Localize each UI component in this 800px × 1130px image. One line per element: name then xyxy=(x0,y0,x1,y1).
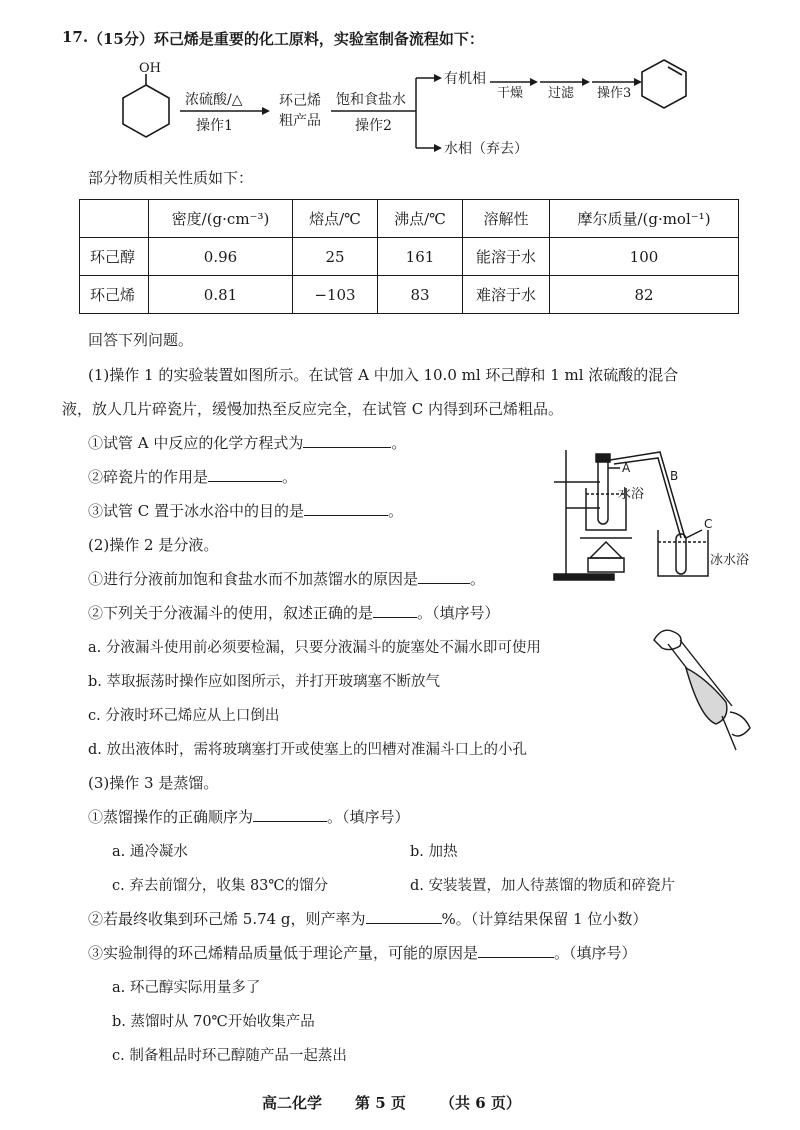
label-a: A xyxy=(622,461,631,475)
part1-text-line2: 液，放人几片碎瓷片，缓慢加热至反应完全，在试管 C 内得到环己烯粗品。 xyxy=(62,400,564,418)
option-item: d. 安装装置，加人待蒸馏的物质和碎瓷片 xyxy=(410,878,675,894)
answer-blank[interactable] xyxy=(418,582,470,584)
part1-q2 xyxy=(88,466,297,487)
arrow-head-icon xyxy=(582,78,590,86)
part3-q2 xyxy=(88,908,647,929)
table-header-cell xyxy=(80,200,149,238)
part3-title: (3)操作 3 是蒸馏。 xyxy=(88,774,219,792)
crude-label-line1: 环己烯 xyxy=(279,93,321,109)
ice-bath-label: 冰水浴 xyxy=(710,553,750,568)
table-header-cell: 沸点/℃ xyxy=(378,200,463,238)
step1-label: 操作1 xyxy=(196,118,233,134)
step2-label: 操作2 xyxy=(355,118,392,134)
answer-blank[interactable] xyxy=(304,514,388,516)
footer-page: 第 5 页 xyxy=(355,1094,406,1112)
table-cell: −103 xyxy=(293,276,378,314)
preparation-flow-diagram xyxy=(0,0,800,170)
part2-title: (2)操作 2 是分液。 xyxy=(88,536,219,554)
arrow-head-icon xyxy=(434,144,442,152)
answer-blank[interactable] xyxy=(373,616,417,618)
table-cell: 环己醇 xyxy=(80,238,149,276)
part1-q1-text: ①试管 A 中反应的化学方程式为 xyxy=(88,434,304,452)
hydroxyl-label: OH xyxy=(139,61,161,76)
step2-reagent: 饱和食盐水 xyxy=(336,92,406,108)
arrow-head-icon xyxy=(262,107,270,115)
answer-blank[interactable] xyxy=(208,480,282,482)
question-number: 17. xyxy=(62,28,89,46)
part3-q2-text: ②若最终收集到环己烯 5.74 g，则产率为 xyxy=(88,910,366,928)
aqueous-phase-label: 水相（弃去） xyxy=(444,141,528,157)
answer-blank[interactable] xyxy=(303,446,391,448)
part1-q1 xyxy=(88,432,406,453)
label-b: B xyxy=(670,469,679,483)
option-item: c. 弃去前馏分，收集 83℃的馏分 xyxy=(112,878,329,894)
part3-q3-text: ③实验制得的环己烯精品质量低于理论产量，可能的原因是 xyxy=(88,944,479,962)
part2-q1-text: ①进行分液前加饱和食盐水而不加蒸馏水的原因是 xyxy=(88,570,419,588)
table-header-cell: 熔点/℃ xyxy=(293,200,378,238)
option-item: a. 分液漏斗使用前必须要检漏，只要分液漏斗的旋塞处不漏水即可使用 xyxy=(88,640,541,656)
option-item: c. 制备粗品时环己醇随产品一起蒸出 xyxy=(112,1048,347,1064)
part3-q1-text: ①蒸馏操作的正确顺序为 xyxy=(88,808,254,826)
table-cell: 环己烯 xyxy=(80,276,149,314)
answer-blank[interactable] xyxy=(478,956,554,958)
table-cell: 25 xyxy=(293,238,378,276)
table-cell: 100 xyxy=(550,238,739,276)
footer-total: （共 6 页） xyxy=(440,1094,521,1112)
option-item: b. 蒸馏时从 70℃开始收集产品 xyxy=(112,1014,315,1030)
water-bath-label: 水浴 xyxy=(618,487,645,502)
question-intro: （15分）环己烯是重要的化工原料，实验室制备流程如下： xyxy=(88,30,484,48)
dry-step-label: 干燥 xyxy=(497,86,524,101)
period: 。 xyxy=(470,570,486,588)
filter-step-label: 过滤 xyxy=(548,86,575,101)
footer-subject: 高二化学 xyxy=(262,1094,323,1112)
step1-condition: 浓硫酸/△ xyxy=(185,92,243,108)
part3-q2-tail: %。（计算结果保留 1 位小数） xyxy=(441,910,648,928)
arrow-head-icon xyxy=(634,78,642,86)
part1-q2-text: ②碎瓷片的作用是 xyxy=(88,468,209,486)
option-item: a. 环己醇实际用量多了 xyxy=(112,980,261,996)
option-item: b. 萃取振荡时操作应如图所示，并打开玻璃塞不断放气 xyxy=(88,674,440,690)
part2-q1 xyxy=(88,568,485,589)
part2-q2-text: ②下列关于分液漏斗的使用，叙述正确的是 xyxy=(88,604,374,622)
properties-intro: 部分物质相关性质如下： xyxy=(88,169,254,187)
step3-label: 操作3 xyxy=(597,86,632,101)
table-row xyxy=(80,238,739,276)
table-row xyxy=(80,276,739,314)
table-cell: 难溶于水 xyxy=(463,276,550,314)
part2-q2-tail: 。（填序号） xyxy=(417,604,500,622)
table-header-cell: 摩尔质量/(g·mol⁻¹) xyxy=(550,200,739,238)
period: 。 xyxy=(391,434,407,452)
part3-q1 xyxy=(88,806,410,827)
distillation-apparatus-diagram xyxy=(540,438,790,588)
part2-q2 xyxy=(88,602,500,623)
part1-q3-text: ③试管 C 置于冰水浴中的目的是 xyxy=(88,502,305,520)
option-item: a. 通冷凝水 xyxy=(112,844,188,860)
table-cell: 0.81 xyxy=(149,276,293,314)
table-cell: 82 xyxy=(550,276,739,314)
properties-table xyxy=(79,199,739,314)
option-item: c. 分液时环己烯应从上口倒出 xyxy=(88,708,280,724)
answer-blank[interactable] xyxy=(366,922,442,924)
table-cell: 0.96 xyxy=(149,238,293,276)
table-cell: 能溶于水 xyxy=(463,238,550,276)
part1-q3 xyxy=(88,500,403,521)
organic-phase-label: 有机相 xyxy=(444,71,486,87)
label-c: C xyxy=(704,517,713,531)
table-header-row xyxy=(80,200,739,238)
table-cell: 83 xyxy=(378,276,463,314)
table-header-cell: 溶解性 xyxy=(463,200,550,238)
part1-text-line1: (1)操作 1 的实验装置如图所示。在试管 A 中加入 10.0 ml 环己醇和 1 ml 浓硫酸的混合 xyxy=(88,366,679,384)
part3-q3-tail: 。（填序号） xyxy=(554,944,637,962)
separatory-funnel-diagram xyxy=(640,618,760,758)
option-item: d. 放出液体时，需将玻璃塞打开或使塞上的凹槽对准漏斗口上的小孔 xyxy=(88,742,527,758)
table-header-cell: 密度/(g·cm⁻³) xyxy=(149,200,293,238)
answer-blank[interactable] xyxy=(253,820,327,822)
part3-q3 xyxy=(88,942,637,963)
option-item: b. 加热 xyxy=(410,844,458,860)
part3-q1-tail: 。（填序号） xyxy=(327,808,410,826)
cyclohexanol-structure xyxy=(123,74,169,137)
period: 。 xyxy=(282,468,298,486)
period: 。 xyxy=(388,502,404,520)
crude-label-line2: 粗产品 xyxy=(279,113,321,129)
arrow-head-icon xyxy=(530,78,538,86)
arrow-head-icon xyxy=(434,74,442,82)
cyclohexene-structure xyxy=(642,60,686,108)
answer-intro: 回答下列问题。 xyxy=(88,331,194,349)
table-cell: 161 xyxy=(378,238,463,276)
